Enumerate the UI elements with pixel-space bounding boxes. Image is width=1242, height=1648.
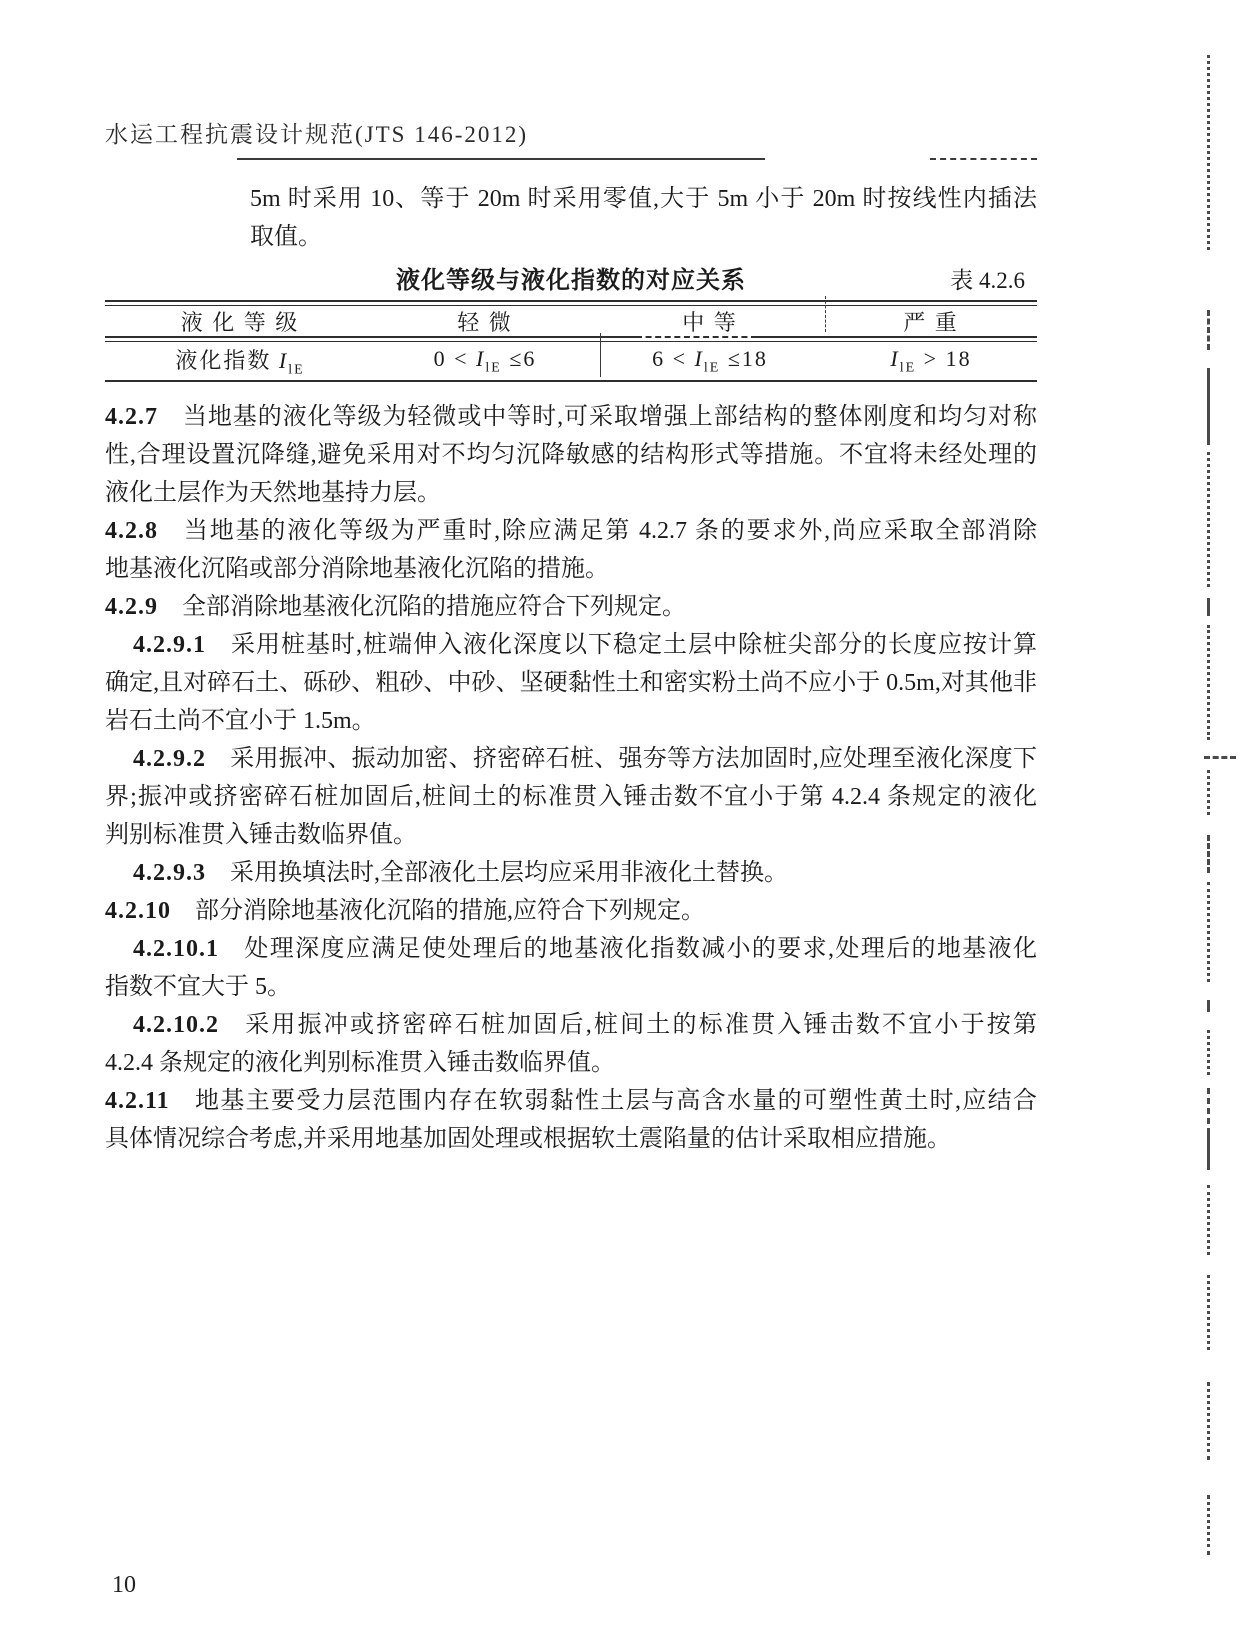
scan-artifact <box>1207 452 1210 587</box>
section-4-2-9-2 <box>105 740 1037 854</box>
row-label: 液化指数 $I_{lE}$ <box>175 347 305 378</box>
table-cell: $6 < I_{lE} \le 18$ <box>652 345 768 376</box>
column-header: 轻 微 <box>457 309 513 335</box>
scan-artifact <box>1207 882 1210 982</box>
scan-artifact <box>1207 598 1210 616</box>
section-line: 性,合理设置沉降缝,避免采用对不均匀沉降敏感的结构形式等措施。不宜将未经处理的 <box>105 442 1037 468</box>
scan-artifact <box>1207 1382 1210 1460</box>
table-4-2-6 <box>105 300 1037 382</box>
scan-artifact <box>1207 1495 1210 1555</box>
section-line: 全部消除地基液化沉陷的措施应符合下列规定。 <box>182 594 686 620</box>
section-number: 4.2.9.1 <box>133 632 206 658</box>
table-number: 表 4.2.6 <box>950 268 1025 293</box>
section-4-2-10-1 <box>105 930 1037 1006</box>
section-line: 4.2.4 条规定的液化判别标准贯入锤击数临界值。 <box>105 1050 615 1076</box>
section-number: 4.2.7 <box>105 404 158 430</box>
section-line: 确定,且对碎石土、砾砂、粗砂、中砂、坚硬黏性土和密实粉土尚不应小于 0.5m,对其他非 <box>105 670 1037 696</box>
section-4-2-10 <box>105 892 1037 930</box>
section-line: 地基主要受力层范围内存在软弱黏性土层与高含水量的可塑性黄土时,应结合 <box>193 1088 1037 1114</box>
scan-artifact <box>1207 770 1210 815</box>
page-number: 10 <box>112 1572 136 1598</box>
section-number: 4.2.8 <box>105 518 158 544</box>
table-divider <box>825 296 826 332</box>
section-4-2-8 <box>105 512 1037 588</box>
table-header-row <box>105 306 1037 336</box>
column-header: 中 等 <box>682 309 738 335</box>
section-line: 判别标准贯入锤击数临界值。 <box>105 822 417 848</box>
scan-artifact <box>1207 1088 1210 1124</box>
scan-artifact <box>1204 756 1236 759</box>
table-top-rule <box>105 300 1037 306</box>
section-line: 界;振冲或挤密碎石桩加固后,桩间土的标准贯入锤击数不宜小于第 4.2.4 条规定的液化 <box>105 784 1037 810</box>
scan-artifact <box>1207 368 1210 445</box>
section-4-2-9-3 <box>105 854 1037 892</box>
scan-artifact <box>1207 625 1210 740</box>
section-line: 液化土层作为天然地基持力层。 <box>105 480 441 506</box>
section-line: 岩石土尚不宜小于 1.5m。 <box>105 708 376 734</box>
section-number: 4.2.11 <box>105 1088 170 1114</box>
section-line: 指数不宜大于 5。 <box>105 974 291 1000</box>
sections <box>105 398 1037 1158</box>
section-4-2-10-2 <box>105 1006 1037 1082</box>
paragraph-line: 取值。 <box>250 224 322 250</box>
table-data-row <box>105 342 1037 380</box>
column-header: 液 化 等 级 <box>180 309 300 335</box>
scan-artifact <box>1207 55 1210 250</box>
scan-artifact <box>1207 1185 1210 1255</box>
section-4-2-9-1 <box>105 626 1037 740</box>
table-bottom-rule <box>105 380 1037 382</box>
section-line: 采用桩基时,桩端伸入液化深度以下稳定土层中除桩尖部分的长度应按计算 <box>230 632 1037 658</box>
column-header: 严 重 <box>903 309 959 335</box>
section-line: 采用振冲、振动加密、挤密碎石桩、强夯等方法加固时,应处理至液化深度下 <box>230 746 1037 772</box>
table-caption-row <box>105 264 1037 298</box>
running-header: 水运工程抗震设计规范(JTS 146-2012) <box>105 122 529 147</box>
section-number: 4.2.10 <box>105 898 171 924</box>
table-divider <box>600 333 601 377</box>
table-cell: $I_{lE} > 18$ <box>890 345 972 376</box>
section-number: 4.2.9 <box>105 594 158 620</box>
table-cell: $0 < I_{lE} \le 6$ <box>433 345 537 376</box>
scan-artifact <box>1207 1030 1210 1075</box>
section-line: 处理深度应满足使处理后的地基液化指数减小的要求,处理后的地基液化 <box>243 936 1037 962</box>
section-number: 4.2.10.1 <box>133 936 219 962</box>
section-line: 采用换填法时,全部液化土层均应采用非液化土替换。 <box>230 860 788 886</box>
section-line: 当地基的液化等级为严重时,除应满足第 4.2.7 条的要求外,尚应采取全部消除 <box>182 518 1037 544</box>
section-line: 采用振冲或挤密碎石桩加固后,桩间土的标准贯入锤击数不宜小于按第 <box>243 1012 1037 1038</box>
scan-artifact <box>1207 310 1210 350</box>
section-number: 4.2.10.2 <box>133 1012 219 1038</box>
scan-artifact <box>1207 1275 1210 1350</box>
section-line: 地基液化沉陷或部分消除地基液化沉陷的措施。 <box>105 556 609 582</box>
section-4-2-9 <box>105 588 1037 626</box>
paragraph-line: 5m 时采用 10、等于 20m 时采用零值,大于 5m 小于 20m 时按线性内插法 <box>250 186 1037 212</box>
table-mid-rule <box>105 336 1037 342</box>
section-number: 4.2.9.2 <box>133 746 206 772</box>
intro-paragraph <box>105 180 1037 256</box>
scan-artifact <box>1207 1000 1210 1012</box>
page-content <box>105 120 1037 1158</box>
section-line: 具体情况综合考虑,并采用地基加固处理或根据软土震陷量的估计采取相应措施。 <box>105 1126 951 1152</box>
section-line: 部分消除地基液化沉陷的措施,应符合下列规定。 <box>195 898 705 924</box>
scan-artifact <box>1207 835 1210 873</box>
table-caption: 液化等级与液化指数的对应关系 <box>396 268 746 294</box>
scan-artifact <box>1207 1128 1210 1170</box>
section-number: 4.2.9.3 <box>133 860 206 886</box>
section-4-2-11 <box>105 1082 1037 1158</box>
section-4-2-7 <box>105 398 1037 512</box>
section-line: 当地基的液化等级为轻微或中等时,可采取增强上部结构的整体刚度和均匀对称 <box>182 404 1037 430</box>
